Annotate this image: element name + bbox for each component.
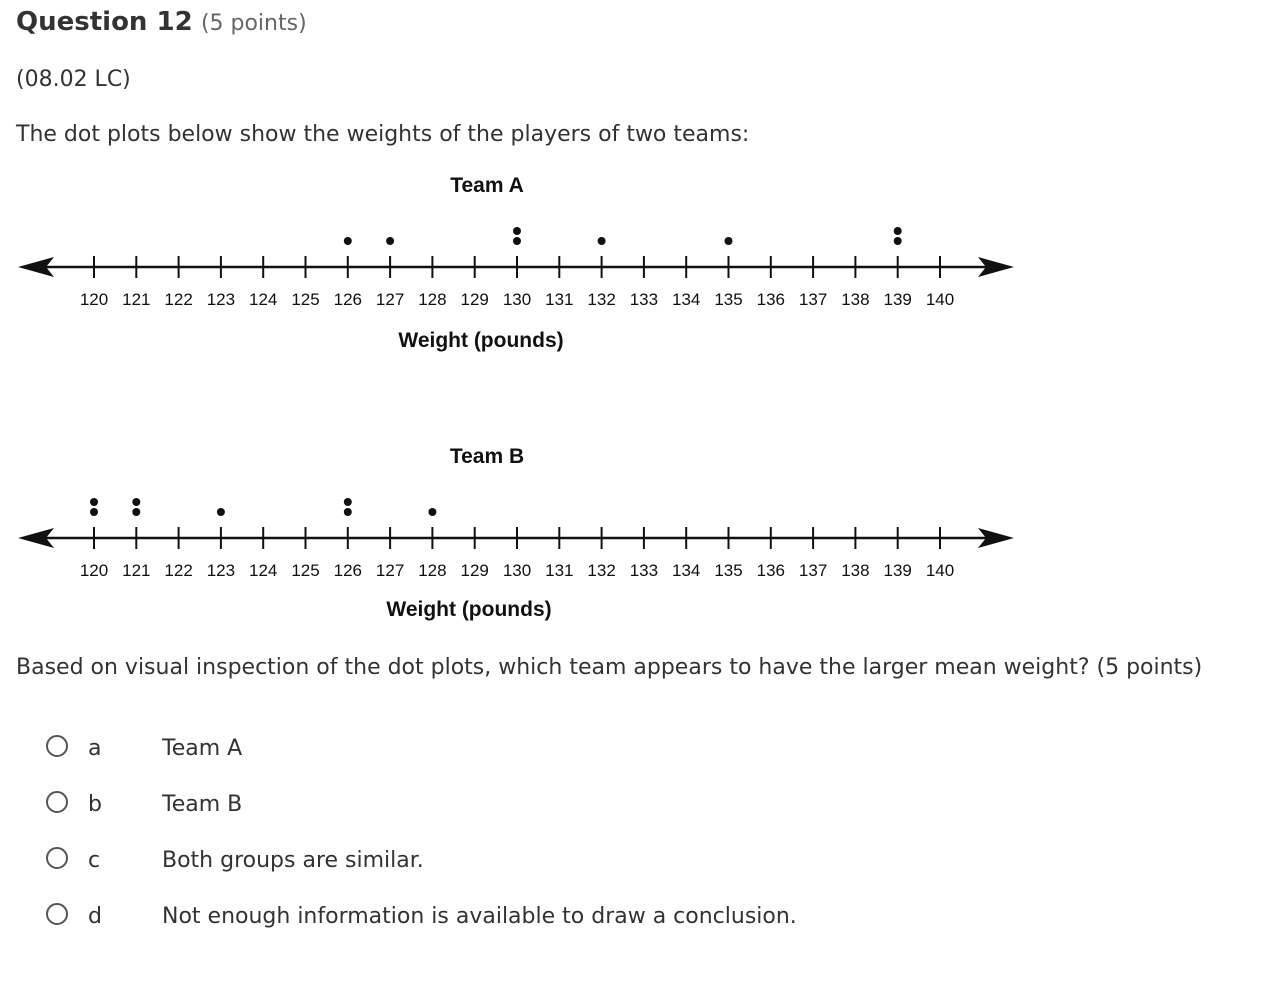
question-code: (08.02 LC) (16, 67, 131, 92)
option-text: Not enough information is available to draw a conclusion. (162, 904, 797, 929)
option-d[interactable] (44, 898, 944, 954)
option-text: Both groups are similar. (162, 848, 424, 873)
dot-plot-team-a (0, 168, 1040, 368)
tick-label: 131 (545, 290, 574, 309)
data-dot (428, 508, 436, 516)
question-title: Question 12 (16, 7, 193, 37)
dot-plot-team-b-svg (0, 439, 1040, 639)
tick-label: 131 (545, 561, 574, 580)
tick-label: 140 (925, 290, 955, 309)
tick-label: 132 (587, 290, 616, 309)
data-dot (132, 508, 140, 516)
tick-label: 120 (79, 561, 109, 580)
tick-label: 140 (925, 561, 955, 580)
tick-label: 128 (418, 561, 447, 580)
tick-label: 136 (756, 290, 785, 309)
option-letter: c (88, 848, 101, 873)
data-dot (217, 508, 225, 516)
tick-label: 127 (375, 290, 405, 309)
option-c[interactable] (44, 842, 944, 898)
dot-plot-team-b (0, 439, 1040, 639)
tick-label: 121 (122, 561, 151, 580)
answer-options (44, 730, 944, 954)
data-dot (513, 237, 521, 245)
tick-label: 129 (460, 290, 489, 309)
tick-label: 138 (841, 290, 870, 309)
data-dot (725, 237, 733, 245)
data-dot (344, 508, 352, 516)
plot-title: Team A (450, 174, 524, 197)
tick-label: 121 (122, 290, 151, 309)
tick-label: 139 (883, 561, 912, 580)
question-intro: The dot plots below show the weights of the players of two teams: (16, 122, 750, 147)
tick-label: 123 (206, 561, 236, 580)
option-letter: b (88, 792, 102, 817)
data-dot (344, 237, 352, 245)
tick-label: 122 (164, 290, 193, 309)
radio-button-a[interactable] (46, 735, 68, 757)
data-dot (894, 237, 902, 245)
data-dot (513, 227, 521, 235)
tick-label: 125 (291, 290, 320, 309)
question-prompt: Based on visual inspection of the dot plots, which team appears to have the larger mean weight? (5 points) (16, 655, 1203, 680)
tick-label: 124 (249, 290, 278, 309)
tick-label: 135 (714, 290, 743, 309)
tick-label: 126 (333, 561, 362, 580)
tick-label: 135 (714, 561, 743, 580)
data-dot (344, 498, 352, 506)
option-letter: d (88, 904, 102, 929)
tick-label: 126 (333, 290, 362, 309)
option-a[interactable] (44, 730, 944, 786)
question-points: (5 points) (200, 11, 307, 36)
option-text: Team B (162, 792, 243, 817)
plot-title: Team B (449, 445, 525, 468)
tick-label: 137 (798, 290, 828, 309)
tick-label: 139 (883, 290, 912, 309)
tick-label: 125 (291, 561, 320, 580)
radio-button-b[interactable] (46, 791, 68, 813)
data-dot (598, 237, 606, 245)
tick-label: 130 (502, 290, 532, 309)
tick-label: 127 (375, 561, 405, 580)
radio-button-c[interactable] (46, 847, 68, 869)
option-b[interactable] (44, 786, 944, 842)
tick-label: 122 (164, 561, 193, 580)
dot-plot-team-a-svg (0, 168, 1040, 368)
tick-label: 134 (672, 561, 701, 580)
tick-label: 130 (502, 561, 532, 580)
tick-label: 123 (206, 290, 236, 309)
option-letter: a (88, 736, 102, 761)
data-dot (90, 498, 98, 506)
x-axis-label: Weight (pounds) (386, 598, 552, 621)
tick-label: 138 (841, 561, 870, 580)
tick-label: 129 (460, 561, 489, 580)
tick-label: 133 (629, 561, 659, 580)
tick-label: 128 (418, 290, 447, 309)
option-text: Team A (162, 736, 243, 761)
data-dot (132, 498, 140, 506)
tick-label: 124 (249, 561, 278, 580)
tick-label: 133 (629, 290, 659, 309)
data-dot (386, 237, 394, 245)
tick-label: 137 (798, 561, 828, 580)
data-dot (90, 508, 98, 516)
question-header (16, 4, 307, 42)
tick-label: 120 (79, 290, 109, 309)
data-dot (894, 227, 902, 235)
tick-label: 132 (587, 561, 616, 580)
tick-label: 134 (672, 290, 701, 309)
x-axis-label: Weight (pounds) (398, 329, 564, 352)
tick-label: 136 (756, 561, 785, 580)
radio-button-d[interactable] (46, 903, 68, 925)
